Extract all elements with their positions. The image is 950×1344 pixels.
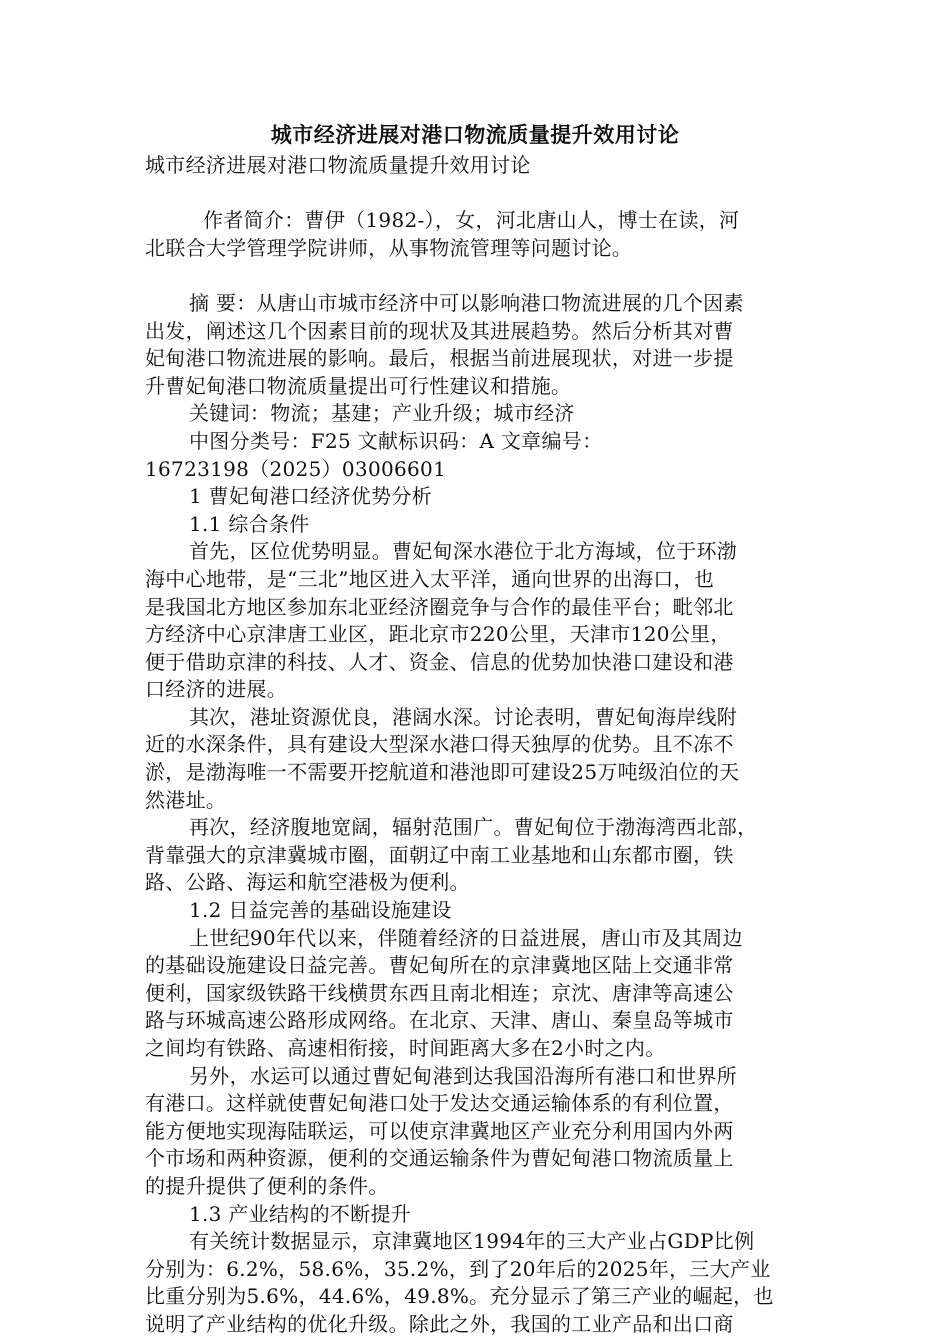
paragraph-line: 口经济的进展。 xyxy=(145,677,288,702)
document-subtitle: 城市经济进展对港口物流质量提升效用讨论 xyxy=(145,153,531,177)
paragraph-line: 路、公路、海运和航空港极为便利。 xyxy=(145,870,470,895)
paragraph-line: 的提升提供了便利的条件。 xyxy=(145,1173,389,1198)
author-line: 作者简介：曹伊（1982-），女，河北唐山人，博士在读，河 xyxy=(203,208,740,233)
subsection-heading: 1.3 产业结构的不断提升 xyxy=(189,1201,412,1226)
paragraph-line: 然港址。 xyxy=(145,787,227,812)
paragraph-line: 首先，区位优势明显。曹妃甸深水港位于北方海域，位于环渤 xyxy=(189,539,738,564)
paragraph xyxy=(145,925,805,1063)
paragraph-line: 有关统计数据显示，京津冀地区1994年的三大产业占GDP比例 xyxy=(189,1229,755,1254)
paragraph xyxy=(145,814,805,897)
paragraph-line: 是我国北方地区参加东北亚经济圈竞争与合作的最佳平台；毗邻北 xyxy=(145,594,734,619)
paragraph-line: 说明了产业结构的优化升级。除此之外，我国的工业产品和出口商 xyxy=(145,1311,734,1336)
paragraph-line: 有港口。这样就使曹妃甸港口处于发达交通运输体系的有利位置， xyxy=(145,1091,734,1116)
paragraph-line: 背靠强大的京津冀城市圈，面朝辽中南工业基地和山东都市圈，铁 xyxy=(145,842,734,867)
abstract-line: 出发，阐述这几个因素目前的现状及其进展趋势。然后分析其对曹 xyxy=(145,318,734,343)
blank-line xyxy=(145,262,805,290)
paragraph xyxy=(145,704,805,814)
paragraph-line: 另外，水运可以通过曹妃甸港到达我国沿海所有港口和世界所 xyxy=(189,1063,738,1088)
paragraph-line: 路与环城高速公路形成网络。在北京、天津、唐山、秦皇岛等城市 xyxy=(145,1008,734,1033)
paragraph-line: 比重分别为5.6%，44.6%，49.8%。充分显示了第三产业的崛起，也 xyxy=(145,1284,774,1309)
paragraph xyxy=(145,1063,805,1201)
paragraph-line: 之间均有铁路、高速相衔接，时间距离大多在2小时之内。 xyxy=(145,1036,666,1060)
paragraph-line: 个市场和两种资源，便利的交通运输条件为曹妃甸港口物流质量上 xyxy=(145,1146,734,1171)
section-heading: 1 曹妃甸港口经济优势分析 xyxy=(189,484,432,509)
paragraph-line: 上世纪90年代以来，伴随着经济的日益进展，唐山市及其周边 xyxy=(189,925,743,950)
paragraph xyxy=(145,1228,805,1338)
author-intro xyxy=(145,207,805,262)
subsection-heading: 1.2 日益完善的基础设施建设 xyxy=(189,898,452,923)
author-line: 北联合大学管理学院讲师，从事物流管理等问题讨论。 xyxy=(145,235,633,260)
subsection-heading: 1.1 综合条件 xyxy=(189,511,310,536)
paragraph-line: 分别为：6.2%，58.6%，35.2%，到了20年后的2025年，三大产业 xyxy=(145,1256,771,1281)
classification-line: 中图分类号：F25 文献标识码：A 文章编号： xyxy=(189,428,603,453)
paragraph xyxy=(145,538,805,704)
paragraph-line: 近的水深条件，具有建设大型深水港口得天独厚的优势。且不冻不 xyxy=(145,732,734,757)
paragraph-line: 海中心地带，是“三北”地区进入太平洋，通向世界的出海口，也 xyxy=(145,566,715,591)
document-page xyxy=(145,118,805,1339)
paragraph-line: 其次，港址资源优良，港阔水深。讨论表明，曹妃甸海岸线附 xyxy=(189,704,738,729)
abstract xyxy=(145,290,805,400)
paragraph-line: 便利，国家级铁路干线横贯东西且南北相连；京沈、唐津等高速公 xyxy=(145,980,734,1005)
paragraph-line: 能方便地实现海陆联运，可以使京津冀地区产业充分利用国内外两 xyxy=(145,1118,734,1143)
classification-line: 16723198（2025）03006601 xyxy=(145,456,447,481)
paragraph-line: 再次，经济腹地宽阔，辐射范围广。曹妃甸位于渤海湾西北部， xyxy=(189,815,758,840)
blank-line xyxy=(145,180,805,208)
abstract-line: 升曹妃甸港口物流质量提出可行性建议和措施。 xyxy=(145,373,572,398)
abstract-line: 摘 要：从唐山市城市经济中可以影响港口物流进展的几个因素 xyxy=(189,290,744,315)
paragraph-line: 淤，是渤海唯一不需要开挖航道和港池即可建设25万吨级泊位的天 xyxy=(145,760,740,785)
paragraph-line: 的基础设施建设日益完善。曹妃甸所在的京津冀地区陆上交通非常 xyxy=(145,953,734,978)
paragraph-line: 方经济中心京津唐工业区，距北京市220公里，天津市120公里， xyxy=(145,622,731,647)
keywords: 关键词：物流；基建；产业升级；城市经济 xyxy=(189,401,575,426)
paragraph-line: 便于借助京津的科技、人才、资金、信息的优势加快港口建设和港 xyxy=(145,649,734,674)
document-title: 城市经济进展对港口物流质量提升效用讨论 xyxy=(270,122,680,147)
abstract-line: 妃甸港口物流进展的影响。最后，根据当前进展现状，对进一步提 xyxy=(145,346,734,371)
